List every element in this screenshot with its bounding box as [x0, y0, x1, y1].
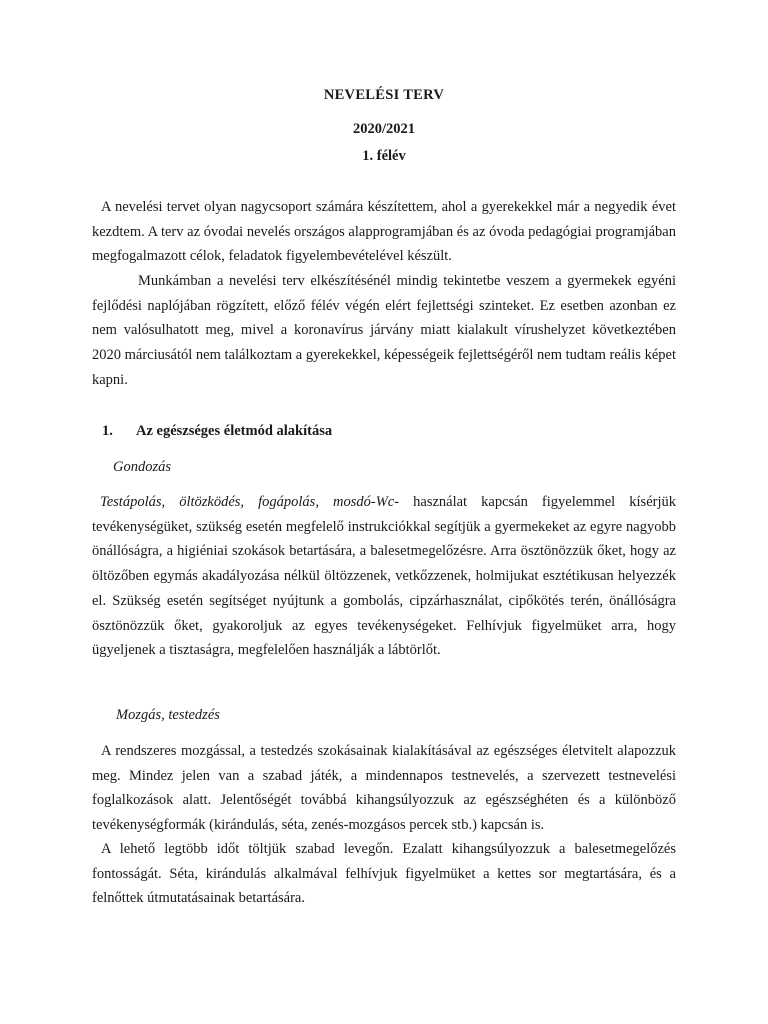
- subheading-movement: Mozgás, testedzés: [116, 707, 220, 723]
- document-title: NEVELÉSI TERV: [323, 87, 445, 103]
- movement-paragraph: A rendszeres mozgással, a testedzés szokásainak kialakításával az egészséges életvitelt alapozzuk meg. Mindez jelen van a szabad játék, a mindennapos testnevelés, a szervezett testnevelési foglalkozások alatt. Jelentőségét továbbá kihangsúlyozzuk az egészséghéten és a különböző tevékenységformák (kirándulás, séta, zenés-mozgásos percek stb.) kapcsán is.: [92, 743, 676, 834]
- semester-label: 1. félév: [362, 148, 406, 164]
- method-paragraph: Munkámban a nevelési terv elkészítésénél mindig tekintetbe veszem a gyermekek egyéni fejlődési naplójában rögzített, előző félév végén elért fejlettségi szinteket. Ez esetben azonban ez nem valósulhatott meg, mivel a koronavírus járvány miatt kialakult vírushelyzet következtében 2020 márciusától nem találkoztam a gyerekekkel, képességeik fejlettségéről nem tudtam reális képet kapni.: [92, 273, 676, 388]
- intro-paragraph: A nevelési tervet olyan nagycsoport számára készítettem, ahol a gyerekekkel már a negyedik évet kezdtem. A terv az óvodai nevelés országos alapprogramjában és az óvoda pedagógiai programjában megfogalmazott célok, feladatok figyelembevételével készült.: [92, 199, 676, 265]
- section-heading: [102, 423, 332, 440]
- care-paragraph: [92, 490, 676, 663]
- school-year: 2020/2021: [352, 121, 416, 137]
- outdoor-paragraph: A lehető legtöbb időt töltjük szabad levegőn. Ezalatt kihangsúlyozzuk a balesetmegelőzés fontosságát. Séta, kirándulás alkalmával felhívjuk figyelmüket a kettes sor megtartására, és a felnőttek útmutatásainak betartására.: [92, 841, 676, 907]
- care-lead-phrase: Testápolás, öltözködés, fogápolás, mosdó-Wc-: [100, 494, 400, 510]
- subheading-care: Gondozás: [113, 459, 172, 475]
- care-body-text: használat kapcsán figyelemmel kísérjük tevékenységüket, szükség esetén megfelelő instrukciókkal segítjük a gyermekeket az egyre nagyobb önállóságra, a higiéniai szokások betartására, a balesetmegelőzésre. Arra ösztönözzük őket, hogy az öltözőben egymás akadályozása nélkül öltözzenek, vetkőzzenek, holmijukat esztétikusan helyezzék el. Szükség esetén segítséget nyújtunk a gombolás, cipzárhasználat, cipőkötés terén, önállóságra ösztönözzük őket, gyakoroljuk az egyes tevékenységeket. Felhívjuk figyelmüket arra, hogy ügyeljenek a tisztaságra, megfelelően használják a lábtörlőt.: [92, 494, 676, 659]
- section-title: Az egészséges életmód alakítása: [136, 423, 333, 439]
- section-number: 1.: [102, 423, 113, 439]
